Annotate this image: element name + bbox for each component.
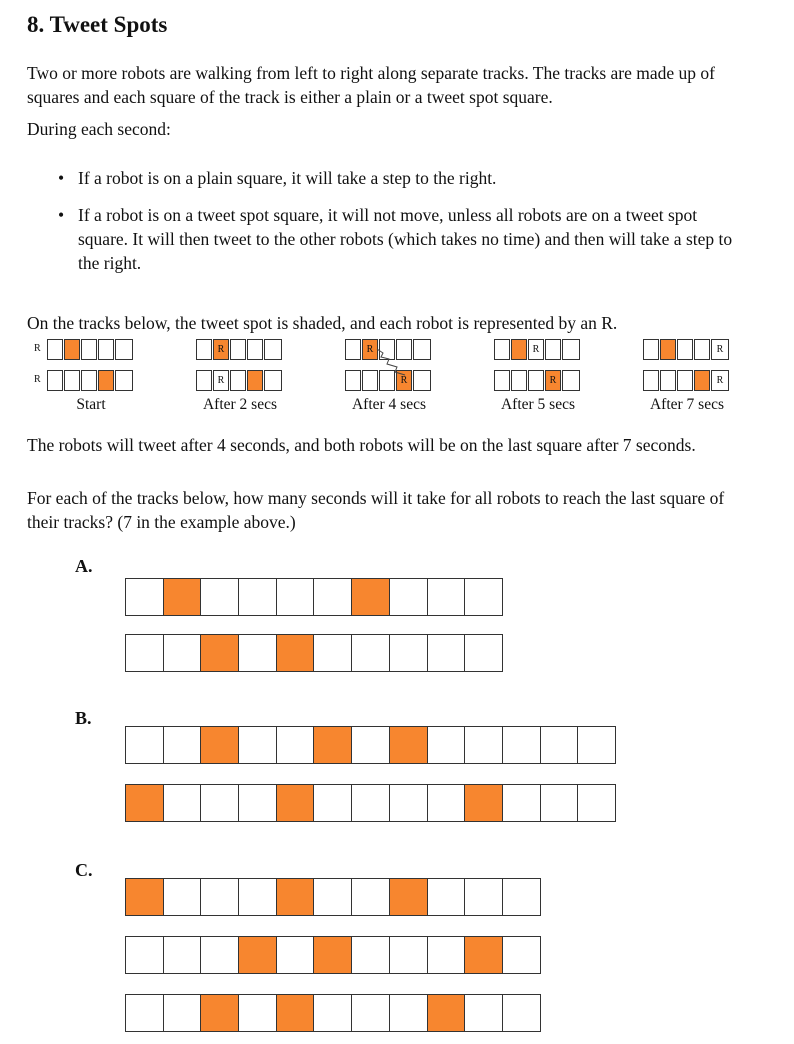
plain-square bbox=[643, 370, 659, 391]
plain-square bbox=[200, 936, 239, 974]
plain-square bbox=[577, 784, 616, 822]
plain-square bbox=[200, 878, 239, 916]
plain-square bbox=[464, 634, 503, 672]
tweet-spot-square bbox=[389, 878, 428, 916]
plain-square bbox=[163, 936, 202, 974]
tweet-spot-square bbox=[660, 339, 676, 360]
example-track bbox=[47, 370, 133, 391]
stage-label: After 7 secs bbox=[649, 396, 725, 413]
tweet-spot-square bbox=[247, 370, 263, 391]
plain-square bbox=[238, 878, 277, 916]
plain-square bbox=[502, 878, 541, 916]
plain-square bbox=[276, 726, 315, 764]
plain-square bbox=[238, 784, 277, 822]
plain-square bbox=[264, 370, 282, 391]
example-track bbox=[643, 339, 729, 360]
problem-label: C. bbox=[75, 860, 93, 880]
tweet-spot-square bbox=[163, 578, 202, 616]
plain-square bbox=[494, 339, 510, 360]
tweet-spot-square bbox=[125, 878, 164, 916]
plain-square bbox=[562, 370, 580, 391]
example-track bbox=[494, 339, 580, 360]
plain-square bbox=[351, 784, 390, 822]
tweet-spot-square bbox=[276, 634, 315, 672]
plain-square bbox=[81, 339, 97, 360]
plain-square bbox=[528, 339, 544, 360]
stage-label: Start bbox=[76, 396, 106, 413]
tweet-spot-square bbox=[464, 784, 503, 822]
tweet-spot-square bbox=[200, 994, 239, 1032]
plain-square bbox=[313, 994, 352, 1032]
plain-square bbox=[502, 936, 541, 974]
plain-square bbox=[711, 370, 729, 391]
plain-square bbox=[115, 370, 133, 391]
problem-label: B. bbox=[75, 708, 92, 728]
plain-square bbox=[351, 634, 390, 672]
plain-square bbox=[351, 994, 390, 1032]
stage-label: After 5 secs bbox=[500, 396, 576, 413]
robot-marker: R bbox=[34, 374, 41, 385]
plain-square bbox=[677, 370, 693, 391]
robot-marker: R bbox=[532, 344, 540, 355]
plain-square bbox=[47, 339, 63, 360]
problem-track bbox=[125, 878, 541, 916]
plain-square bbox=[577, 726, 616, 764]
plain-square bbox=[562, 339, 580, 360]
plain-square bbox=[196, 370, 212, 391]
plain-square bbox=[494, 370, 510, 391]
tweet-spot-square bbox=[125, 784, 164, 822]
tweet-spot-square bbox=[238, 936, 277, 974]
robot-marker: R bbox=[217, 375, 225, 386]
page-title: 8. Tweet Spots bbox=[27, 12, 168, 37]
robot-marker: R bbox=[217, 344, 225, 355]
plain-square bbox=[427, 784, 466, 822]
plain-square bbox=[677, 339, 693, 360]
plain-square bbox=[238, 634, 277, 672]
tweet-spot-square bbox=[200, 634, 239, 672]
plain-square bbox=[125, 726, 164, 764]
plain-square bbox=[163, 784, 202, 822]
plain-square bbox=[196, 339, 212, 360]
tweet-spot-square bbox=[276, 878, 315, 916]
tweet-arrow-icon bbox=[375, 347, 435, 387]
tweet-spot-square bbox=[313, 936, 352, 974]
plain-square bbox=[427, 634, 466, 672]
plain-square bbox=[351, 726, 390, 764]
rule-tweet-spot: • If a robot is on a tweet spot square, it will not move, unless all robots are on a tweet spot square. It will then tweet to the other robots (which takes no time) and then will take a step to the right. bbox=[58, 205, 733, 273]
plain-square bbox=[464, 994, 503, 1032]
plain-square bbox=[345, 339, 361, 360]
intro-paragraph: Two or more robots are walking from left to right along separate tracks. The tracks are made up of squares and each square of the track is either a plain or a tweet spot square. bbox=[27, 63, 716, 107]
plain-square bbox=[694, 339, 710, 360]
rules-list bbox=[58, 166, 748, 288]
plain-square bbox=[427, 726, 466, 764]
plain-square bbox=[276, 936, 315, 974]
bullet-icon: • bbox=[58, 168, 65, 188]
tweet-spot-square bbox=[545, 370, 561, 391]
plain-square bbox=[351, 936, 390, 974]
plain-square bbox=[238, 578, 277, 616]
example-track bbox=[196, 339, 282, 360]
plain-square bbox=[200, 784, 239, 822]
plain-square bbox=[511, 370, 527, 391]
plain-square bbox=[115, 339, 133, 360]
tweet-spot-square bbox=[511, 339, 527, 360]
plain-square bbox=[528, 370, 544, 391]
robot-marker: R bbox=[549, 375, 557, 386]
plain-square bbox=[64, 370, 80, 391]
plain-square bbox=[389, 994, 428, 1032]
robot-marker: R bbox=[716, 375, 724, 386]
plain-square bbox=[545, 339, 561, 360]
plain-square bbox=[351, 878, 390, 916]
example-track bbox=[643, 370, 729, 391]
tweet-spot-square bbox=[464, 936, 503, 974]
plain-square bbox=[247, 339, 263, 360]
tweet-spot-square bbox=[98, 370, 114, 391]
stage-label: After 2 secs bbox=[202, 396, 278, 413]
plain-square bbox=[98, 339, 114, 360]
problem-track bbox=[125, 578, 503, 616]
plain-square bbox=[540, 784, 579, 822]
problem-track bbox=[125, 726, 616, 764]
plain-square bbox=[163, 878, 202, 916]
robot-marker: R bbox=[366, 344, 374, 355]
plain-square bbox=[711, 339, 729, 360]
tweet-spot-square bbox=[276, 994, 315, 1032]
plain-square bbox=[660, 370, 676, 391]
plain-square bbox=[163, 634, 202, 672]
plain-square bbox=[643, 339, 659, 360]
plain-square bbox=[163, 994, 202, 1032]
plain-square bbox=[464, 878, 503, 916]
plain-square bbox=[238, 994, 277, 1032]
plain-square bbox=[230, 339, 246, 360]
plain-square bbox=[389, 578, 428, 616]
plain-square bbox=[200, 578, 239, 616]
plain-square bbox=[427, 936, 466, 974]
plain-square bbox=[427, 878, 466, 916]
plain-square bbox=[213, 370, 229, 391]
tweet-spot-square bbox=[389, 726, 428, 764]
tweet-spot-square bbox=[276, 784, 315, 822]
plain-square bbox=[389, 936, 428, 974]
plain-square bbox=[502, 784, 541, 822]
plain-square bbox=[313, 878, 352, 916]
problem-track bbox=[125, 784, 616, 822]
plain-square bbox=[264, 339, 282, 360]
tweet-spot-square bbox=[694, 370, 710, 391]
plain-square bbox=[81, 370, 97, 391]
plain-square bbox=[47, 370, 63, 391]
intro-during: During each second: bbox=[27, 119, 171, 139]
plain-square bbox=[313, 634, 352, 672]
plain-square bbox=[125, 994, 164, 1032]
robot-marker: R bbox=[716, 344, 724, 355]
plain-square bbox=[125, 578, 164, 616]
robot-marker: R bbox=[400, 375, 408, 386]
stage-label: After 4 secs bbox=[351, 396, 427, 413]
tweet-spot-square bbox=[427, 994, 466, 1032]
tweet-spot-square bbox=[200, 726, 239, 764]
problem-track bbox=[125, 994, 541, 1032]
question-text: For each of the tracks below, how many seconds will it take for all robots to reach the last square of their tracks? (7 in the example above.) bbox=[27, 488, 725, 532]
example-result: The robots will tweet after 4 seconds, and both robots will be on the last square after 7 seconds. bbox=[27, 435, 696, 455]
plain-square bbox=[389, 634, 428, 672]
plain-square bbox=[313, 578, 352, 616]
plain-square bbox=[502, 726, 541, 764]
tweet-spot-square bbox=[351, 578, 390, 616]
plain-square bbox=[230, 370, 246, 391]
problem-track bbox=[125, 936, 541, 974]
example-track bbox=[47, 339, 133, 360]
tweet-spot-square bbox=[313, 726, 352, 764]
rule-plain: • If a robot is on a plain square, it will take a step to the right. bbox=[58, 168, 497, 188]
plain-square bbox=[163, 726, 202, 764]
plain-square bbox=[313, 784, 352, 822]
example-track bbox=[494, 370, 580, 391]
plain-square bbox=[464, 578, 503, 616]
tweet-spot-square bbox=[64, 339, 80, 360]
example-intro: On the tracks below, the tweet spot is shaded, and each robot is represented by an R. bbox=[27, 313, 618, 333]
plain-square bbox=[125, 936, 164, 974]
plain-square bbox=[125, 634, 164, 672]
bullet-icon: • bbox=[58, 205, 65, 225]
tweet-spot-square bbox=[213, 339, 229, 360]
robot-marker: R bbox=[34, 343, 41, 354]
problem-label: A. bbox=[75, 556, 93, 576]
plain-square bbox=[502, 994, 541, 1032]
plain-square bbox=[540, 726, 579, 764]
plain-square bbox=[345, 370, 361, 391]
plain-square bbox=[238, 726, 277, 764]
example-track bbox=[196, 370, 282, 391]
problem-track bbox=[125, 634, 503, 672]
plain-square bbox=[427, 578, 466, 616]
plain-square bbox=[389, 784, 428, 822]
plain-square bbox=[276, 578, 315, 616]
plain-square bbox=[464, 726, 503, 764]
